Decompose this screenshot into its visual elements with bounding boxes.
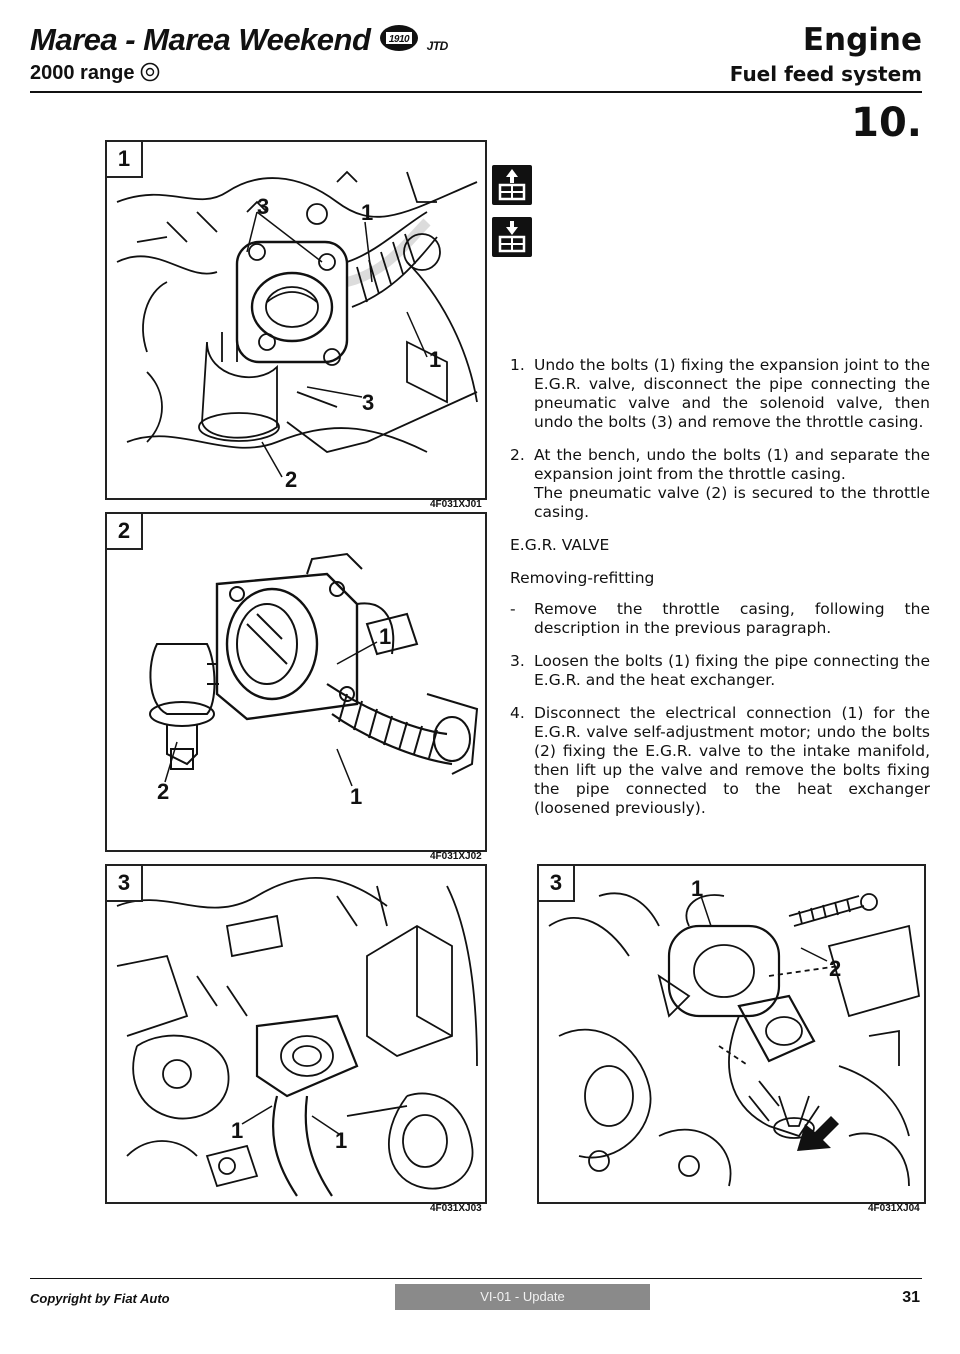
page-number: 31	[902, 1289, 920, 1306]
figure-egr-number: 3	[539, 866, 575, 902]
model-range: 2000 range	[30, 62, 160, 85]
egr-subheading: Removing-refitting	[510, 569, 655, 587]
step-4: 4. Disconnect the electrical connection (1) for the E.G.R. valve self-adjustment motor; undo the bolts (2) fixing the E.G.R. valve to the intake manifold, then lift up the valve and remove the bolts fixing the pipe connected to the heat exchanger (loosened previously).	[510, 704, 930, 817]
fig1-callout-1b: 1	[429, 347, 442, 372]
fig3-callout-1b: 1	[335, 1128, 348, 1153]
figure-3-number: 3	[107, 866, 143, 902]
figure-egr-valve	[537, 864, 926, 1204]
figure-2-code: 4F031XJ02	[430, 851, 482, 862]
fig1-callout-1a: 1	[361, 200, 374, 225]
procedure-text	[510, 356, 930, 832]
step-1: 1. Undo the bolts (1) fixing the expansion joint to the E.G.R. valve, disconnect the pipe connecting the pneumatic valve and the solenoid valve, then undo the bolts (3) and remove the throttle casing.	[510, 356, 930, 431]
step-2: 2. At the bench, undo the bolts (1) and separate the expansion joint from the throttle casing. The pneumatic valve (2) is secured to the throttle casing.	[510, 446, 930, 521]
fig2-callout-1b: 1	[350, 784, 363, 809]
fig1-callout-3a: 3	[257, 194, 270, 219]
engine-badge-label: 1910	[388, 33, 409, 45]
step-dash: - Remove the throttle casing, following the description in the previous paragraph.	[510, 600, 930, 637]
figure-egr-code: 4F031XJ04	[868, 1203, 920, 1214]
fig2-callout-2: 2	[157, 779, 170, 804]
removal-icon	[492, 165, 532, 205]
figure-1	[105, 140, 487, 500]
egr-heading: E.G.R. VALVE	[510, 536, 610, 554]
figure-1-number: 1	[107, 142, 143, 178]
engine-tag: JTD	[426, 39, 448, 53]
figure-2-number: 2	[107, 514, 143, 550]
fig1-callout-2: 2	[285, 467, 298, 492]
section-title: Engine	[802, 22, 922, 58]
fig1-callout-3b: 3	[362, 390, 375, 415]
fig4-callout-1: 1	[691, 876, 704, 901]
header-rule	[30, 91, 922, 93]
throttle-assembly-illustration	[107, 142, 485, 498]
refitting-icon	[492, 217, 532, 257]
subsection-title: Fuel feed system	[729, 62, 922, 86]
figure-2	[105, 512, 487, 852]
egr-pipe-illustration	[107, 866, 485, 1202]
update-band: VI-01 - Update	[395, 1284, 650, 1310]
engine-badge-icon	[379, 24, 419, 60]
footer-rule	[30, 1278, 922, 1279]
diesel-range-icon	[140, 62, 160, 84]
copyright: Copyright by Fiat Auto	[30, 1291, 170, 1306]
throttle-casing-illustration	[107, 514, 485, 850]
manual-title: Marea - Marea Weekend 1910 JTD	[30, 22, 448, 60]
figure-3	[105, 864, 487, 1204]
step-3: 3. Loosen the bolts (1) fixing the pipe connecting the E.G.R. and the heat exchanger.	[510, 652, 930, 689]
fig2-callout-1a: 1	[379, 624, 392, 649]
fig3-callout-1a: 1	[231, 1118, 244, 1143]
egr-valve-illustration	[539, 866, 924, 1202]
figure-1-code: 4F031XJ01	[430, 499, 482, 510]
figure-3-code: 4F031XJ03	[430, 1203, 482, 1214]
fig4-callout-2: 2	[829, 956, 842, 981]
section-number: 10.	[851, 100, 922, 146]
